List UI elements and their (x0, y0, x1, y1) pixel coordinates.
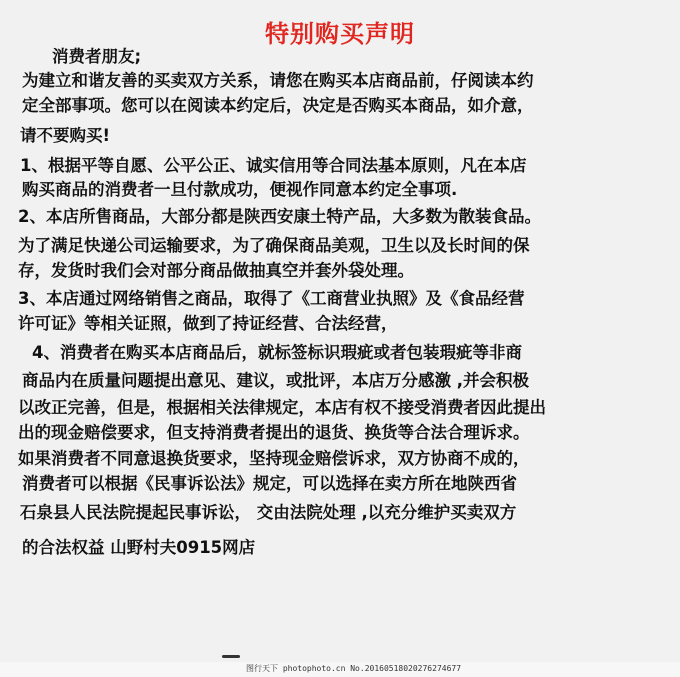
clause-4-line-5: 如果消费者不同意退换货要求，坚持现金赔偿诉求，双方协商不成的， (18, 449, 530, 468)
intro-line-2: 定全部事项。您可以在阅读本约定后，决定是否购买本商品，如介意， (22, 96, 534, 115)
clause-4-line-3: 以改正完善，但是，根据相关法律规定，本店有权不接受消费者因此提出 (18, 398, 546, 417)
clause-4-line-1: 4、消费者在购买本店商品后，就标签标识瑕疵或者包装瑕疵等非商 (32, 343, 522, 362)
footer-logo (222, 655, 240, 658)
page-title: 特别购买声明 (265, 20, 415, 48)
greeting-line: 消费者朋友; (52, 47, 142, 66)
clause-4-line-4: 出的现金赔偿要求，但支持消费者提出的退货、换货等合法合理诉求。 (18, 423, 530, 442)
footer-watermark: 图行天下 photophoto.cn No.20160518020276274677 (246, 664, 462, 673)
clause-2-line-1: 2、本店所售商品，大部分都是陕西安康土特产品，大多数为散装食品。 (18, 207, 541, 226)
closing-line: 的合法权益 山野村夫0915网店 (22, 538, 256, 557)
clause-4-line-2: 商品内在质量问题提出意见、建议，或批评，本店万分感激 ,并会积极 (22, 371, 530, 390)
clause-3-line-1: 3、本店通过网络销售之商品，取得了《工商营业执照》及《食品经营 (18, 289, 525, 308)
intro-line-3: 请不要购买! (20, 126, 111, 145)
clause-3-line-2: 许可证》等相关证照，做到了持证经营、合法经营， (18, 314, 398, 333)
clause-2-line-2: 为了满足快递公司运输要求，为了确保商品美观，卫生以及长时间的保 (18, 236, 530, 255)
clause-4-line-6: 消费者可以根据《民事诉讼法》规定，可以选择在卖方所在地陕西省 (22, 474, 517, 493)
intro-line-1: 为建立和谐友善的买卖双方关系，请您在购买本店商品前，仔阅读本约 (22, 71, 534, 90)
clause-2-line-3: 存，发货时我们会对部分商品做抽真空并套外袋处理。 (18, 261, 414, 280)
clause-1-line-1: 1、根据平等自愿、公平公正、诚实信用等合同法基本原则，凡在本店 (20, 156, 527, 175)
clause-1-line-2: 购买商品的消费者一旦付款成功，便视作同意本约定全事项. (22, 180, 458, 199)
clause-4-line-7: 石泉县人民法院提起民事诉讼， 交由法院处理 ,以充分维护买卖双方 (20, 503, 517, 522)
